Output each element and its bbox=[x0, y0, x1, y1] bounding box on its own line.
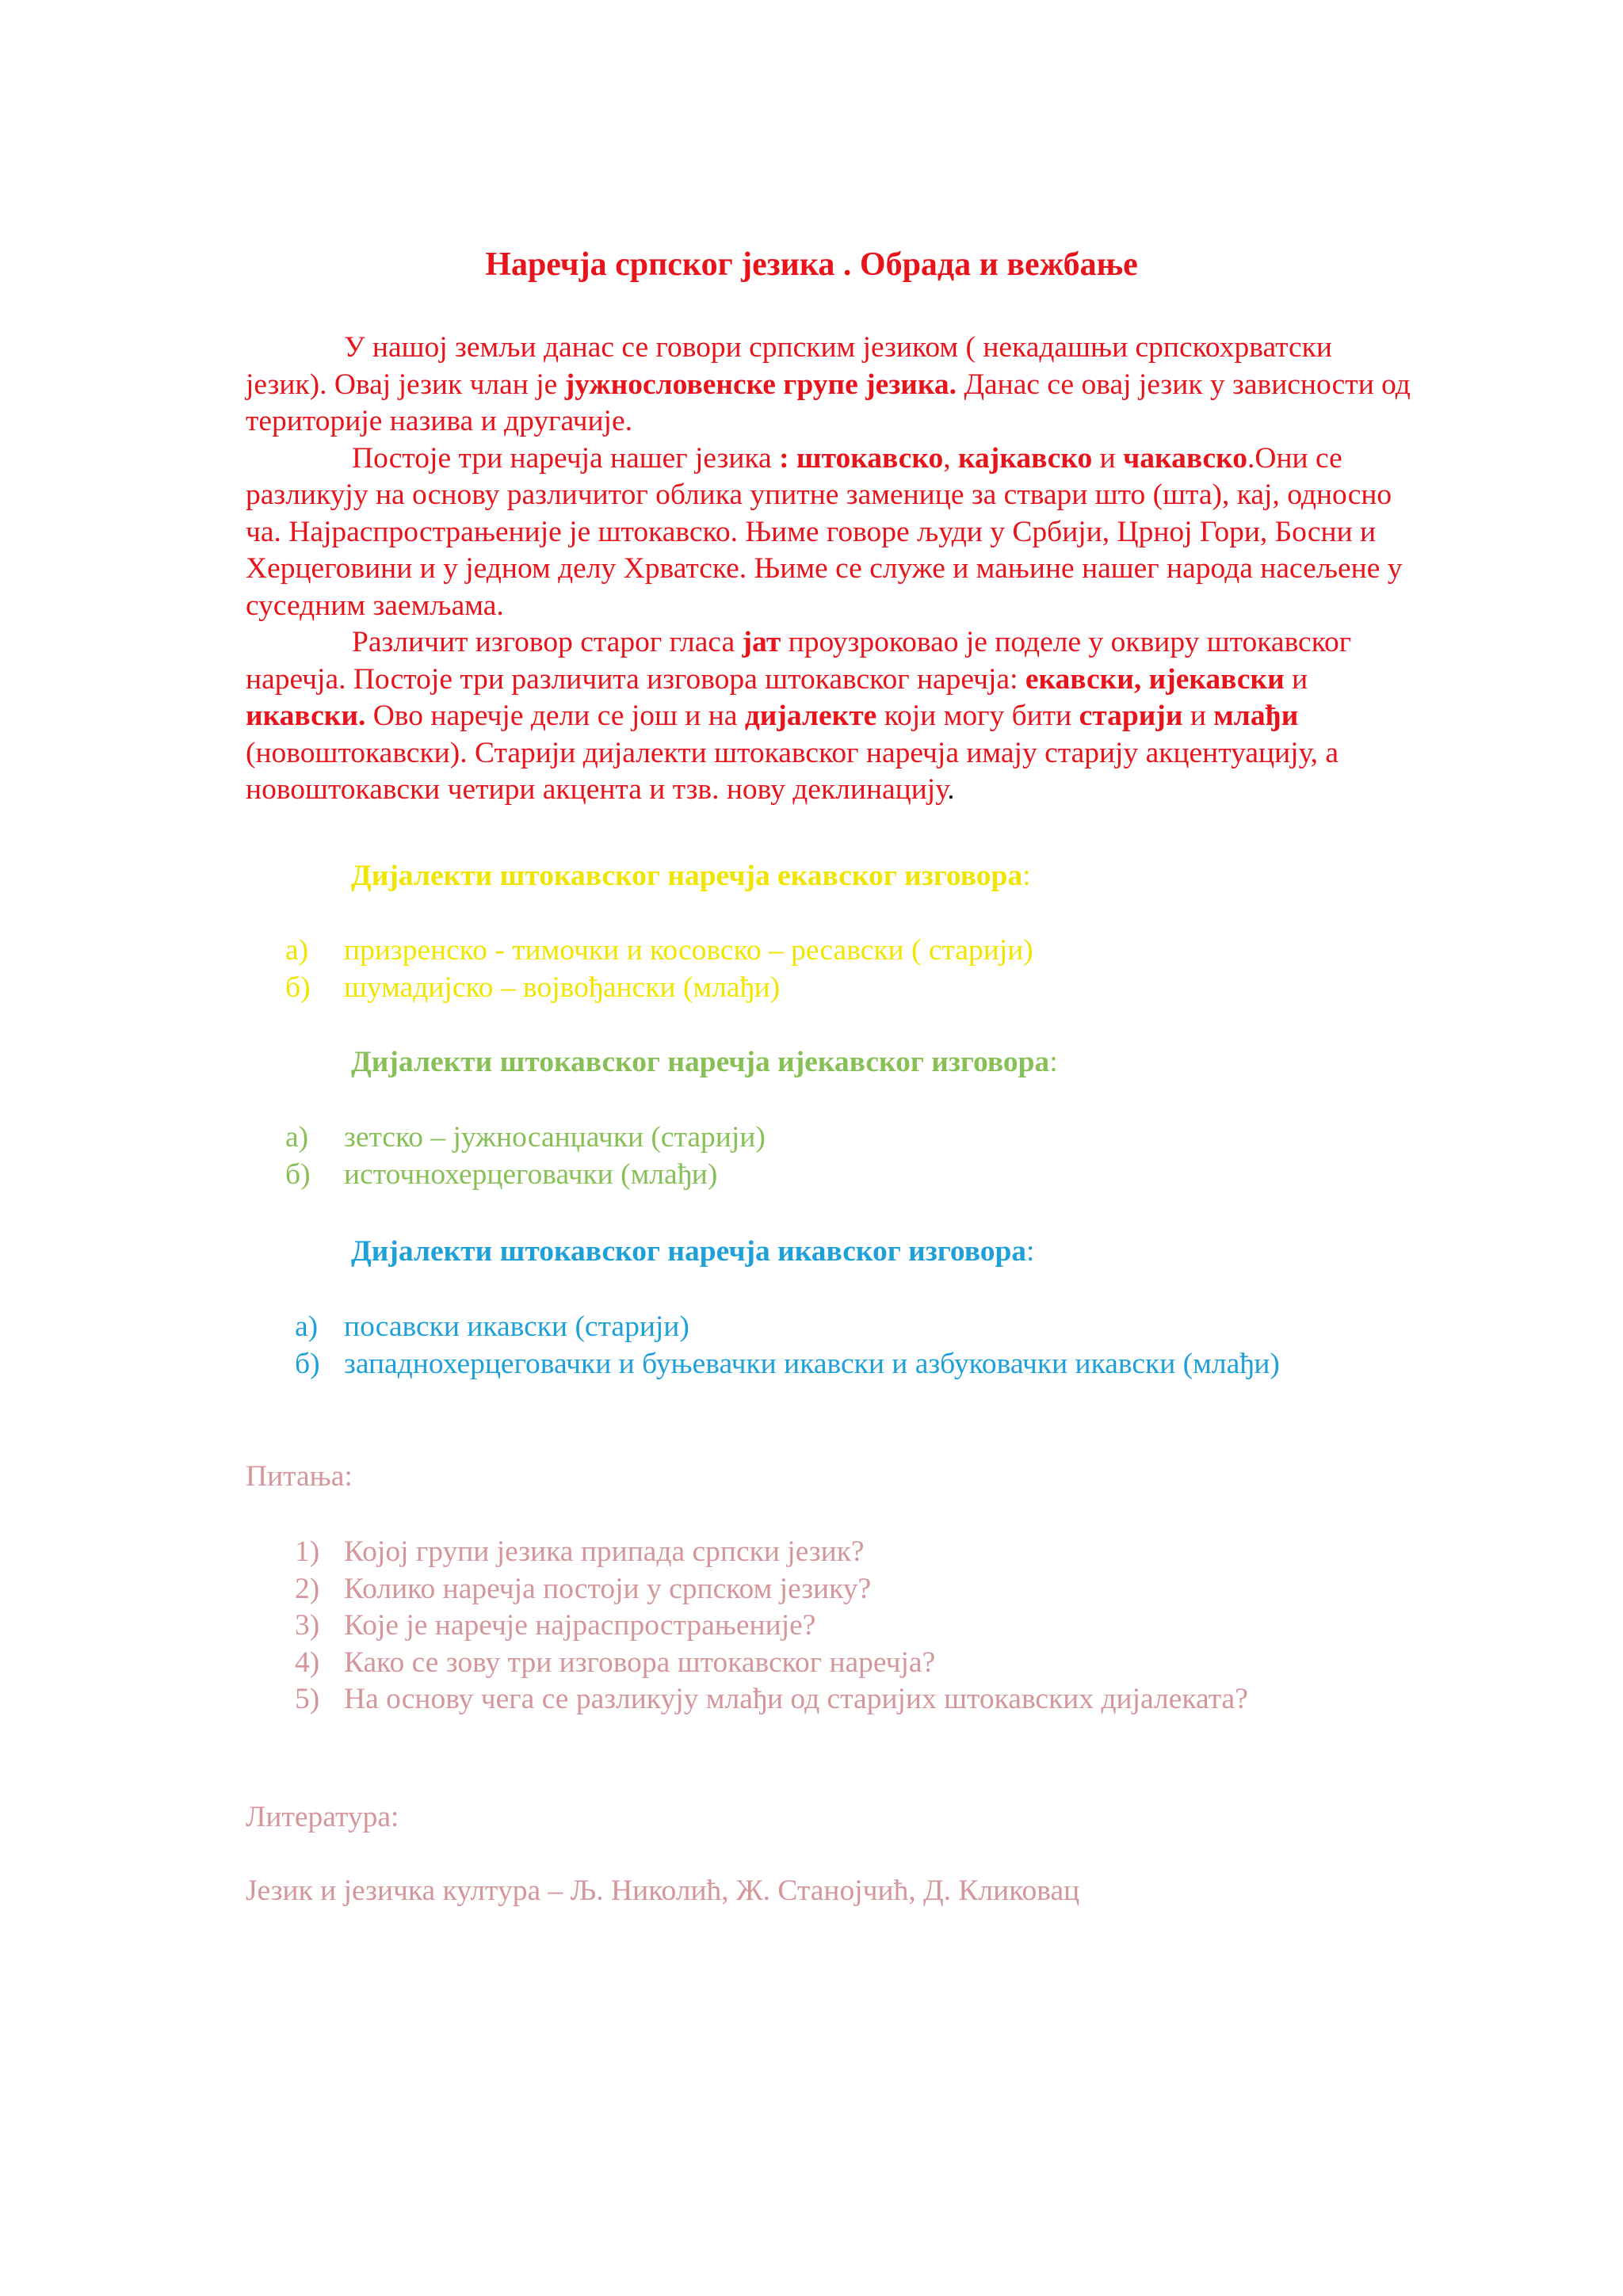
list-item-text: источнохерцеговачки (млађи) bbox=[344, 1158, 718, 1191]
ekavski-heading-colon: : bbox=[1022, 860, 1031, 892]
ikavski-heading bbox=[351, 1234, 1034, 1270]
ekavski-heading-text: Дијалекти штокавског наречја екавског изговора bbox=[351, 860, 1023, 892]
list-item-text: зетско – јужносанџачки (старији) bbox=[344, 1121, 766, 1154]
question-number: 3) bbox=[295, 1609, 320, 1642]
literature-label: Литература: bbox=[246, 1801, 399, 1833]
question-text: Како се зову три изговора штокавског наречја? bbox=[344, 1646, 936, 1679]
question-text: Које је наречје најраспрострањеније? bbox=[344, 1609, 816, 1642]
intro-bold-term: икавски. bbox=[246, 700, 366, 732]
intro-text: У нашој земљи данас се говори српским језиком ( некадашњи српскохрватски језик). Овај језик члан је bbox=[246, 331, 1332, 401]
intro-bold-term: јат bbox=[742, 626, 781, 658]
ijekavski-heading-text: Дијалекти штокавског наречја ијекавског изговора bbox=[351, 1046, 1050, 1078]
document-title: Наречја српског језика . Обрада и вежбање bbox=[485, 246, 1138, 283]
intro-paragraph-3 bbox=[246, 624, 1419, 809]
ikavski-heading-text: Дијалекти штокавског наречја икавског изговора bbox=[351, 1235, 1027, 1268]
intro-text: и bbox=[1182, 700, 1214, 732]
intro-text: проузроковао је поделе у оквиру штокавског наречја. Постоје три различита изговора штокавског наречја: bbox=[246, 626, 1352, 696]
list-marker: а) bbox=[295, 1310, 319, 1343]
intro-text: Данас се овај језик у зависности од територије назива и другачије. bbox=[246, 368, 1411, 437]
intro-paragraph-2 bbox=[246, 441, 1419, 625]
list-item-text: шумадијско – војвођански (млађи) bbox=[344, 971, 781, 1004]
question-text: Колико наречја постоји у српском језику? bbox=[344, 1572, 872, 1605]
intro-bold-term: екавски, ијекавски bbox=[1025, 662, 1285, 696]
intro-text: , bbox=[943, 441, 959, 475]
ekavski-heading bbox=[351, 858, 1031, 894]
ijekavski-heading-colon: : bbox=[1049, 1046, 1058, 1078]
question-number: 2) bbox=[295, 1572, 320, 1605]
question-number: 5) bbox=[295, 1683, 320, 1715]
list-item-text: посавски икавски (старији) bbox=[344, 1310, 689, 1343]
literature-reference: Језик и језичка култура – Љ. Николић, Ж. Станојчић, Д. Кликовац bbox=[246, 1875, 1080, 1907]
questions-label: Питања: bbox=[246, 1460, 353, 1493]
intro-bold-term: : штокавско bbox=[779, 441, 944, 475]
intro-section bbox=[246, 330, 1419, 809]
intro-bold-term: кајкавско bbox=[958, 441, 1093, 475]
list-marker: б) bbox=[285, 971, 311, 1004]
ijekavski-heading bbox=[351, 1044, 1058, 1081]
question-text: Којој групи језика припада српски језик? bbox=[344, 1535, 865, 1568]
intro-bold-term: дијалекте bbox=[744, 700, 877, 732]
intro-bold-term: јужнословенске групе језика. bbox=[564, 368, 957, 401]
intro-paragraph-1 bbox=[246, 330, 1419, 441]
intro-text: Ово наречје дели се још и на bbox=[365, 700, 745, 732]
list-marker: б) bbox=[285, 1158, 311, 1191]
intro-period: . bbox=[947, 773, 955, 806]
question-number: 1) bbox=[295, 1535, 320, 1568]
question-text: На основу чега се разликују млађи од старијих штокавских дијалеката? bbox=[344, 1683, 1248, 1715]
question-number: 4) bbox=[295, 1646, 320, 1679]
intro-text: и bbox=[1092, 441, 1124, 475]
intro-text: и bbox=[1284, 662, 1308, 696]
list-item-text: призренско - тимочки и косовско – ресавски ( старији) bbox=[344, 934, 1033, 967]
intro-text: Различит изговор старог гласа bbox=[352, 626, 743, 658]
list-marker: а) bbox=[285, 934, 309, 967]
list-marker: а) bbox=[285, 1121, 309, 1154]
list-item-text: западнохерцеговачки и буњевачки икавски и азбуковачки икавски (млађи) bbox=[344, 1347, 1280, 1380]
intro-bold-term: млађи bbox=[1213, 700, 1299, 732]
intro-text: Постоје три наречја нашег језика bbox=[352, 441, 780, 475]
intro-bold-term: старији bbox=[1079, 700, 1183, 732]
intro-text: .Они се разликују на основу различитог облика упитне заменице за ствари што (шта), кај, односно ча. Најраспрострањеније је штокавско. Њиме говоре људи у Србији, Црној Гори, Босни и Херцеговини и у једном делу Хрватске. Њиме се служе и мањине нашег народа насељене у суседним заемљама. bbox=[246, 441, 1403, 622]
ikavski-heading-colon: : bbox=[1026, 1235, 1035, 1268]
intro-text: (новоштокавски). Старији дијалекти штокавског наречја имају старију акцентуацију, а новоштокавски четири акцента и тзв. нову деклинацију bbox=[246, 736, 1338, 806]
intro-bold-term: чакавско bbox=[1123, 441, 1248, 475]
list-marker: б) bbox=[295, 1347, 320, 1380]
intro-text: који могу бити bbox=[876, 700, 1079, 732]
